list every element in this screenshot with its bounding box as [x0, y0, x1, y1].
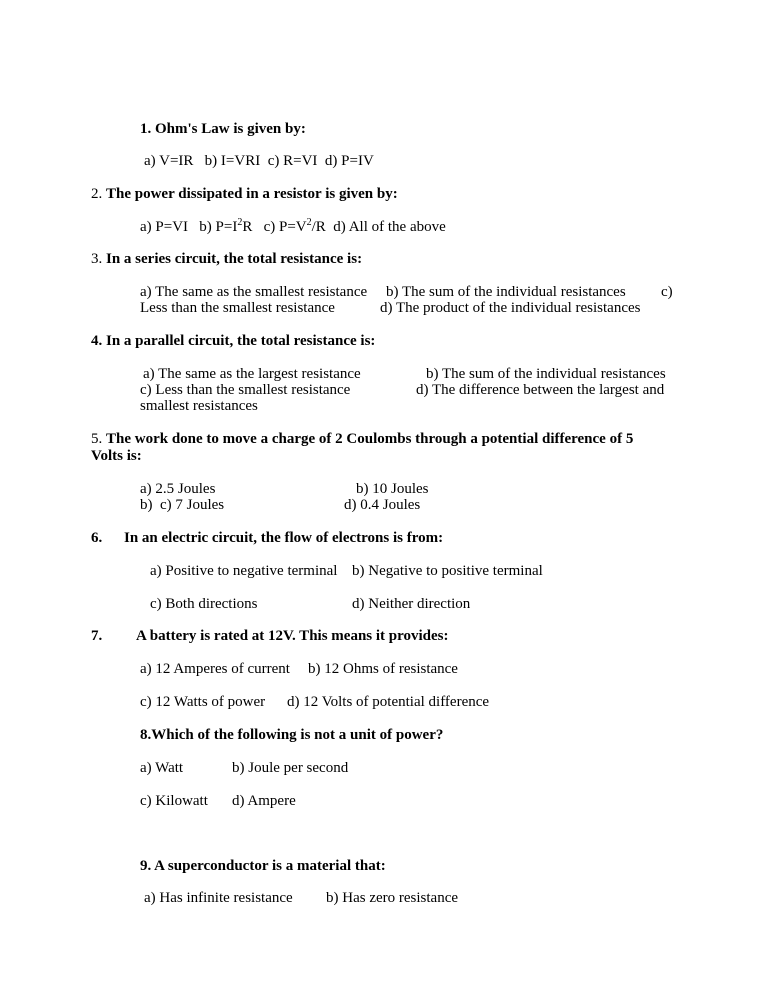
question-3-title: [91, 251, 362, 268]
question-9-title: 9. A superconductor is a material that:: [140, 858, 386, 874]
question-3-option-a: a) The same as the smallest resistance: [140, 284, 368, 300]
question-5-option-a: a) 2.5 Joules: [140, 481, 216, 497]
question-2-options: [140, 219, 446, 236]
question-1-options: a) V=IR b) I=VRI c) R=VI d) P=IV: [144, 153, 374, 169]
question-5-option-b: b) 10 Joules: [356, 481, 429, 497]
question-3-option-b: b) The sum of the individual resistances: [386, 284, 626, 300]
question-6-number: 6.: [91, 530, 103, 546]
question-5-option-c: b) c) 7 Joules: [140, 497, 225, 513]
question-7-option-a: a) 12 Amperes of current: [140, 661, 290, 677]
question-9-option-b: b) Has zero resistance: [326, 890, 459, 906]
question-3-option-c: Less than the smallest resistance: [140, 300, 335, 316]
question-1-title: 1. Ohm's Law is given by:: [140, 121, 306, 137]
question-2-title: [91, 186, 398, 203]
question-3-text: In a series circuit, the total resistance is:: [106, 251, 363, 267]
question-8-title: 8.Which of the following is not a unit of power?: [140, 727, 444, 743]
question-4-option-a: a) The same as the largest resistance: [143, 366, 361, 382]
question-5-option-d: d) 0.4 Joules: [344, 497, 421, 513]
question-6-option-b: b) Negative to positive terminal: [352, 563, 543, 579]
question-7-title: A battery is rated at 12V. This means it provides:: [136, 628, 449, 644]
question-6-option-d: d) Neither direction: [352, 596, 471, 612]
superscript-2: 2: [237, 217, 243, 228]
question-6-option-c: c) Both directions: [150, 596, 258, 612]
question-4-option-d-continued: smallest resistances: [140, 398, 258, 414]
question-6-title: In an electric circuit, the flow of electrons is from:: [124, 530, 444, 546]
question-2-option-c-d: /R d) All of the above: [311, 219, 446, 235]
question-7-option-d: d) 12 Volts of potential difference: [287, 694, 490, 710]
question-5-text-line2: Volts is:: [91, 448, 142, 464]
question-2-number: 2.: [91, 186, 106, 202]
question-5-text-line1: The work done to move a charge of 2 Coulombs through a potential difference of 5: [106, 431, 634, 447]
question-4-option-b: b) The sum of the individual resistances: [426, 366, 666, 382]
question-5-number: 5.: [91, 431, 106, 447]
question-5-title: [91, 431, 674, 448]
question-8-option-c: c) Kilowatt: [140, 793, 208, 809]
question-9-option-a: a) Has infinite resistance: [144, 890, 293, 906]
question-8-option-b: b) Joule per second: [232, 760, 349, 776]
question-7-number: 7.: [91, 628, 103, 644]
superscript-2: 2: [306, 217, 312, 228]
question-3-option-d: d) The product of the individual resistances: [380, 300, 641, 316]
question-4-option-d: d) The difference between the largest and: [416, 382, 665, 398]
question-4-option-c: c) Less than the smallest resistance: [140, 382, 351, 398]
question-8-option-a: a) Watt: [140, 760, 184, 776]
question-7-option-c: c) 12 Watts of power: [140, 694, 266, 710]
question-3-option-c-marker: c): [661, 284, 673, 300]
question-2-option-b-c: R c) P=V: [242, 219, 307, 235]
question-4-title: 4. In a parallel circuit, the total resistance is:: [91, 333, 376, 349]
question-2-option-a-b: a) P=VI b) P=I: [140, 219, 238, 235]
question-3-number: 3.: [91, 251, 106, 267]
question-2-text: The power dissipated in a resistor is given by:: [106, 186, 398, 202]
question-6-option-a: a) Positive to negative terminal: [150, 563, 338, 579]
question-8-option-d: d) Ampere: [232, 793, 296, 809]
question-7-option-b: b) 12 Ohms of resistance: [308, 661, 458, 677]
